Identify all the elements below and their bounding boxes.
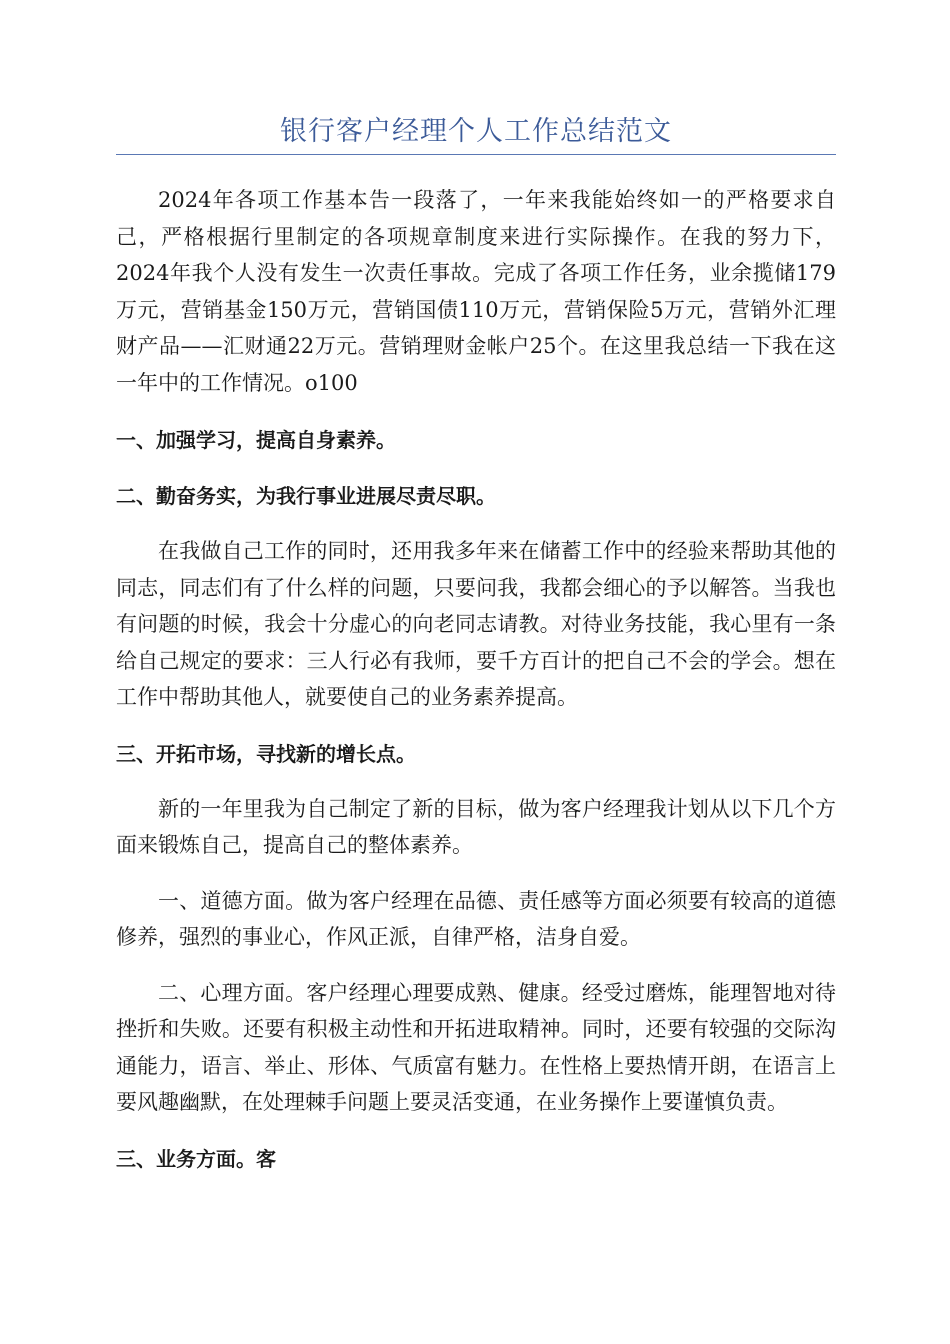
paragraph-morality: 一、道德方面。做为客户经理在品德、责任感等方面必须要有较高的道德修养，强烈的事业心，作风正派，自律严格，洁身自爱。 — [116, 888, 836, 949]
paragraph-psychology: 二、心理方面。客户经理心理要成熟、健康。经受过磨炼，能理智地对待挫折和失败。还要有积极主动性和开拓进取精神。同时，还要有较强的交际沟通能力，语言、举止、形体、气质富有魅力。在性格上要热情开朗，在语言上要风趣幽默，在处理棘手问题上要灵活变通，在业务操作上要谨慎负责。 — [116, 980, 836, 1114]
section-heading-market: 三、开拓市场，寻找新的增长点。 — [116, 741, 416, 766]
paragraph-new-goals: 新的一年里我为自己制定了新的目标，做为客户经理我计划从以下几个方面来锻炼自己，提高自己的整体素养。 — [116, 796, 836, 857]
document-title: 银行客户经理个人工作总结范文 — [280, 116, 672, 147]
section-heading-learning: 一、加强学习，提高自身素养。 — [116, 428, 396, 452]
paragraph-intro: 2024年各项工作基本告一段落了，一年来我能始终如一的严格要求自己，严格根据行里制定的各项规章制度来进行实际操作。在我的努力下，2024年我个人没有发生一次责任事故。完成了各项工作任务，业余揽储179万元，营销基金150万元，营销国债110万元，营销保险5万元，营销外汇理财产品——汇财通22万元。营销理财金帐户25个。在这里我总结一下我在这一年中的工作情况。o100 — [116, 188, 836, 395]
document-page — [116, 0, 836, 1177]
section-heading-diligence: 二、勤奋务实，为我行事业进展尽责尽职。 — [116, 484, 496, 508]
section-heading-business: 三、业务方面。客 — [116, 1146, 276, 1171]
paragraph-helping-colleagues: 在我做自己工作的同时，还用我多年来在储蓄工作中的经验来帮助其他的同志，同志们有了什么样的问题，只要问我，我都会细心的予以解答。当我也有问题的时候，我会十分虚心的向老同志请教。对待业务技能，我心里有一条给自己规定的要求：三人行必有我师，要千方百计的把自己不会的学会。想在工作中帮助其他人，就要使自己的业务素养提高。 — [116, 539, 836, 709]
title-underline — [116, 154, 836, 155]
